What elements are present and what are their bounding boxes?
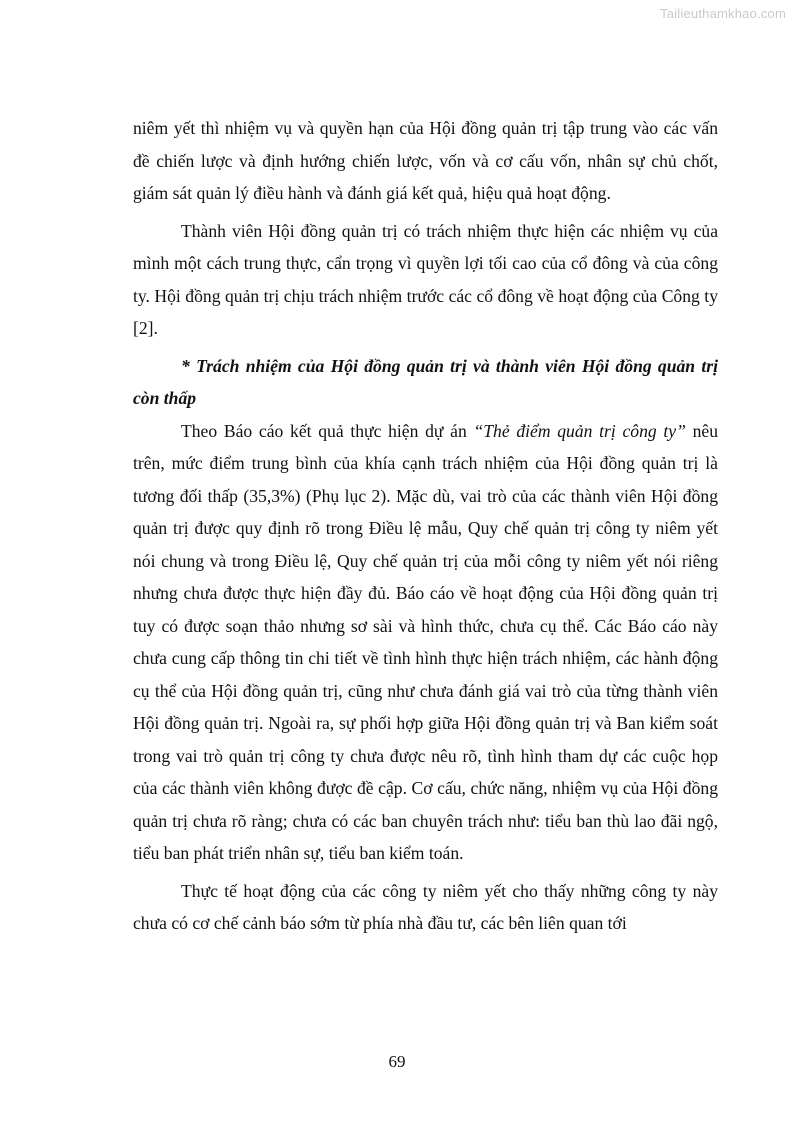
watermark-text: Tailieuthamkhao.com: [660, 6, 786, 21]
paragraph-early-warning: Thực tế hoạt động của các công ty niêm yết cho thấy những công ty này chưa có cơ chế cảnh báo sớm từ phía nhà đầu tư, các bên liên quan tới: [133, 880, 718, 933]
paragraph-board-duties: niêm yết thì nhiệm vụ và quyền hạn của Hội đồng quản trị tập trung vào các vấn đề chiến lược và định hướng chiến lược, vốn và cơ cấu vốn, nhân sự chủ chốt, giám sát quản lý điều hành và đánh giá kết quả, hiệu quả hoạt động.: [133, 118, 718, 203]
paragraph-scorecard-report: [133, 415, 718, 870]
paragraph-text-start: Theo Báo cáo kết quả thực hiện dự án: [181, 420, 474, 441]
document-body: [133, 112, 718, 940]
paragraph-board-members-responsibility: Thành viên Hội đồng quản trị có trách nhiệm thực hiện các nhiệm vụ của mình một cách trung thực, cẩn trọng vì quyền lợi tối cao của cổ đông và của công ty. Hội đồng quản trị chịu trách nhiệm trước các cổ đông về hoạt động của Công ty [2].: [133, 220, 718, 338]
paragraph-text-rest: nêu trên, mức điểm trung bình của khía cạnh trách nhiệm của Hội đồng quản trị là tương đối thấp (35,3%) (Phụ lục 2). Mặc dù, vai trò của các thành viên Hội đồng quản trị được quy định rõ trong Điều lệ mẫu, Quy chế quản trị công ty niêm yết nói chung và trong Điều lệ, Quy chế quản trị của mỗi công ty niêm yết nói riêng nhưng chưa được thực hiện đầy đủ. Báo cáo về hoạt động của Hội đồng quản trị tuy có được soạn thảo nhưng sơ sài và hình thức, chưa cụ thể. Các Báo cáo này chưa cung cấp thông tin chi tiết về tình hình thực hiện trách nhiệm, các hành động cụ thể của Hội đồng quản trị, cũng như chưa đánh giá vai trò của từng thành viên Hội đồng quản trị. Ngoài ra, sự phối hợp giữa Hội đồng quản trị và Ban kiểm soát trong vai trò quản trị công ty chưa được nêu rõ, tình hình tham dự các cuộc họp của các thành viên không được đề cập. Cơ cấu, chức năng, nhiệm vụ của Hội đồng quản trị chưa rõ ràng; chưa có các ban chuyên trách như: tiểu ban thù lao đãi ngộ, tiểu ban phát triển nhân sự, tiểu ban kiểm toán.: [133, 420, 718, 863]
scorecard-title: “Thẻ điểm quản trị công ty”: [473, 420, 686, 441]
section-heading: * Trách nhiệm của Hội đồng quản trị và thành viên Hội đồng quản trị còn thấp: [133, 355, 718, 408]
page-number: 69: [388, 1052, 406, 1071]
